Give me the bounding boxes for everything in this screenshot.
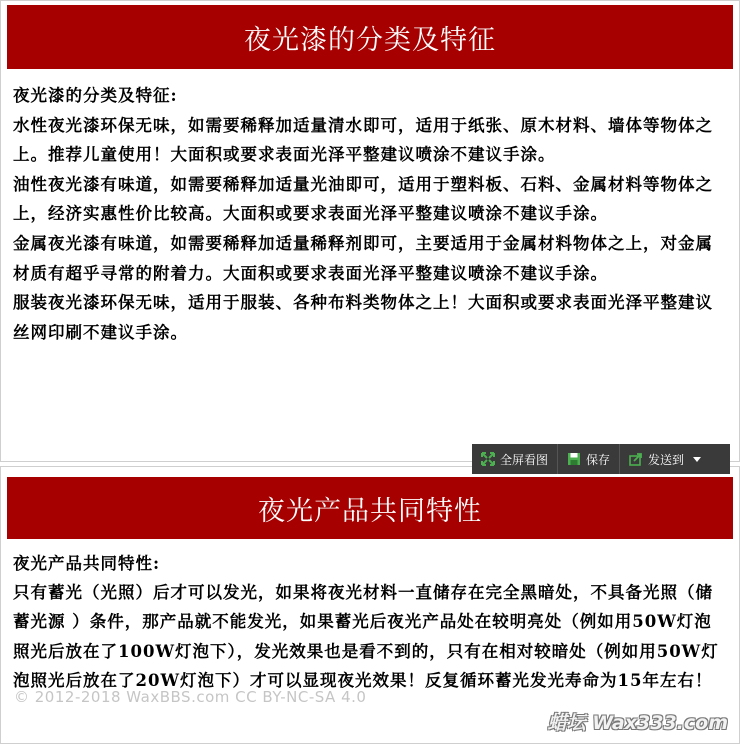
section-common-features-title: 夜光产品共同特性 [7,477,733,539]
copyright-watermark: © 2012-2018 WaxBBS.com CC BY-NC-SA 4.0 [14,688,367,706]
fullscreen-icon [481,452,495,466]
section-classification-heading: 夜光漆的分类及特征: [13,86,178,105]
fullscreen-button[interactable] [472,444,558,474]
send-to-button[interactable] [620,444,730,474]
save-label: 保存 [586,452,611,467]
chevron-down-icon [693,457,701,462]
paragraph-common-features: 只有蓄光（光照）后才可以发光，如果将夜光材料一直储存在完全黑暗处，不具备光照（储蓄光源 ）条件，那产品就不能发光，如果蓄光后夜光产品处在较明亮处（例如用50W灯泡照光后放在了100W灯泡下），发光效果也是看不到的，只有在相对较暗处（例如用50W灯泡照光后放在了20W灯泡下）才可以显现夜光效果！反复循环蓄光发光寿命为15年左右！ [13,583,719,690]
save-icon [567,452,581,466]
paragraph-water-based: 水性夜光漆环保无味，如需要稀释加适量清水即可，适用于纸张、原木材料、墙体等物体之上。推荐儿童使用！大面积或要求表面光泽平整建议喷涂不建议手涂。 [13,115,713,165]
section-common-features-body [13,549,729,695]
site-watermark: 蜡坛 Wax333.com [547,712,728,734]
paragraph-clothing: 服装夜光漆环保无味，适用于服装、各种布料类物体之上！大面积或要求表面光泽平整建议丝网印刷不建议手涂。 [13,293,713,342]
image-toolbar [472,444,730,474]
section-classification-title: 夜光漆的分类及特征 [7,5,733,69]
fullscreen-label: 全屏看图 [500,452,549,467]
paragraph-metal: 金属夜光漆有味道，如需要稀释加适量稀释剂即可，主要适用于金属材料物体之上，对金属材质有超乎寻常的附着力。大面积或要求表面光泽平整建议喷涂不建议手涂。 [13,233,713,283]
section-classification-body [13,81,729,347]
send-icon [629,452,643,466]
save-button[interactable] [558,444,620,474]
send-to-label: 发送到 [648,452,685,467]
section-common-features-heading: 夜光产品共同特性: [13,554,161,573]
paragraph-oil-based: 油性夜光漆有味道，如需要稀释加适量光油即可，适用于塑料板、石料、金属材料等物体之上，经济实惠性价比较高。大面积或要求表面光泽平整建议喷涂不建议手涂。 [13,174,713,224]
